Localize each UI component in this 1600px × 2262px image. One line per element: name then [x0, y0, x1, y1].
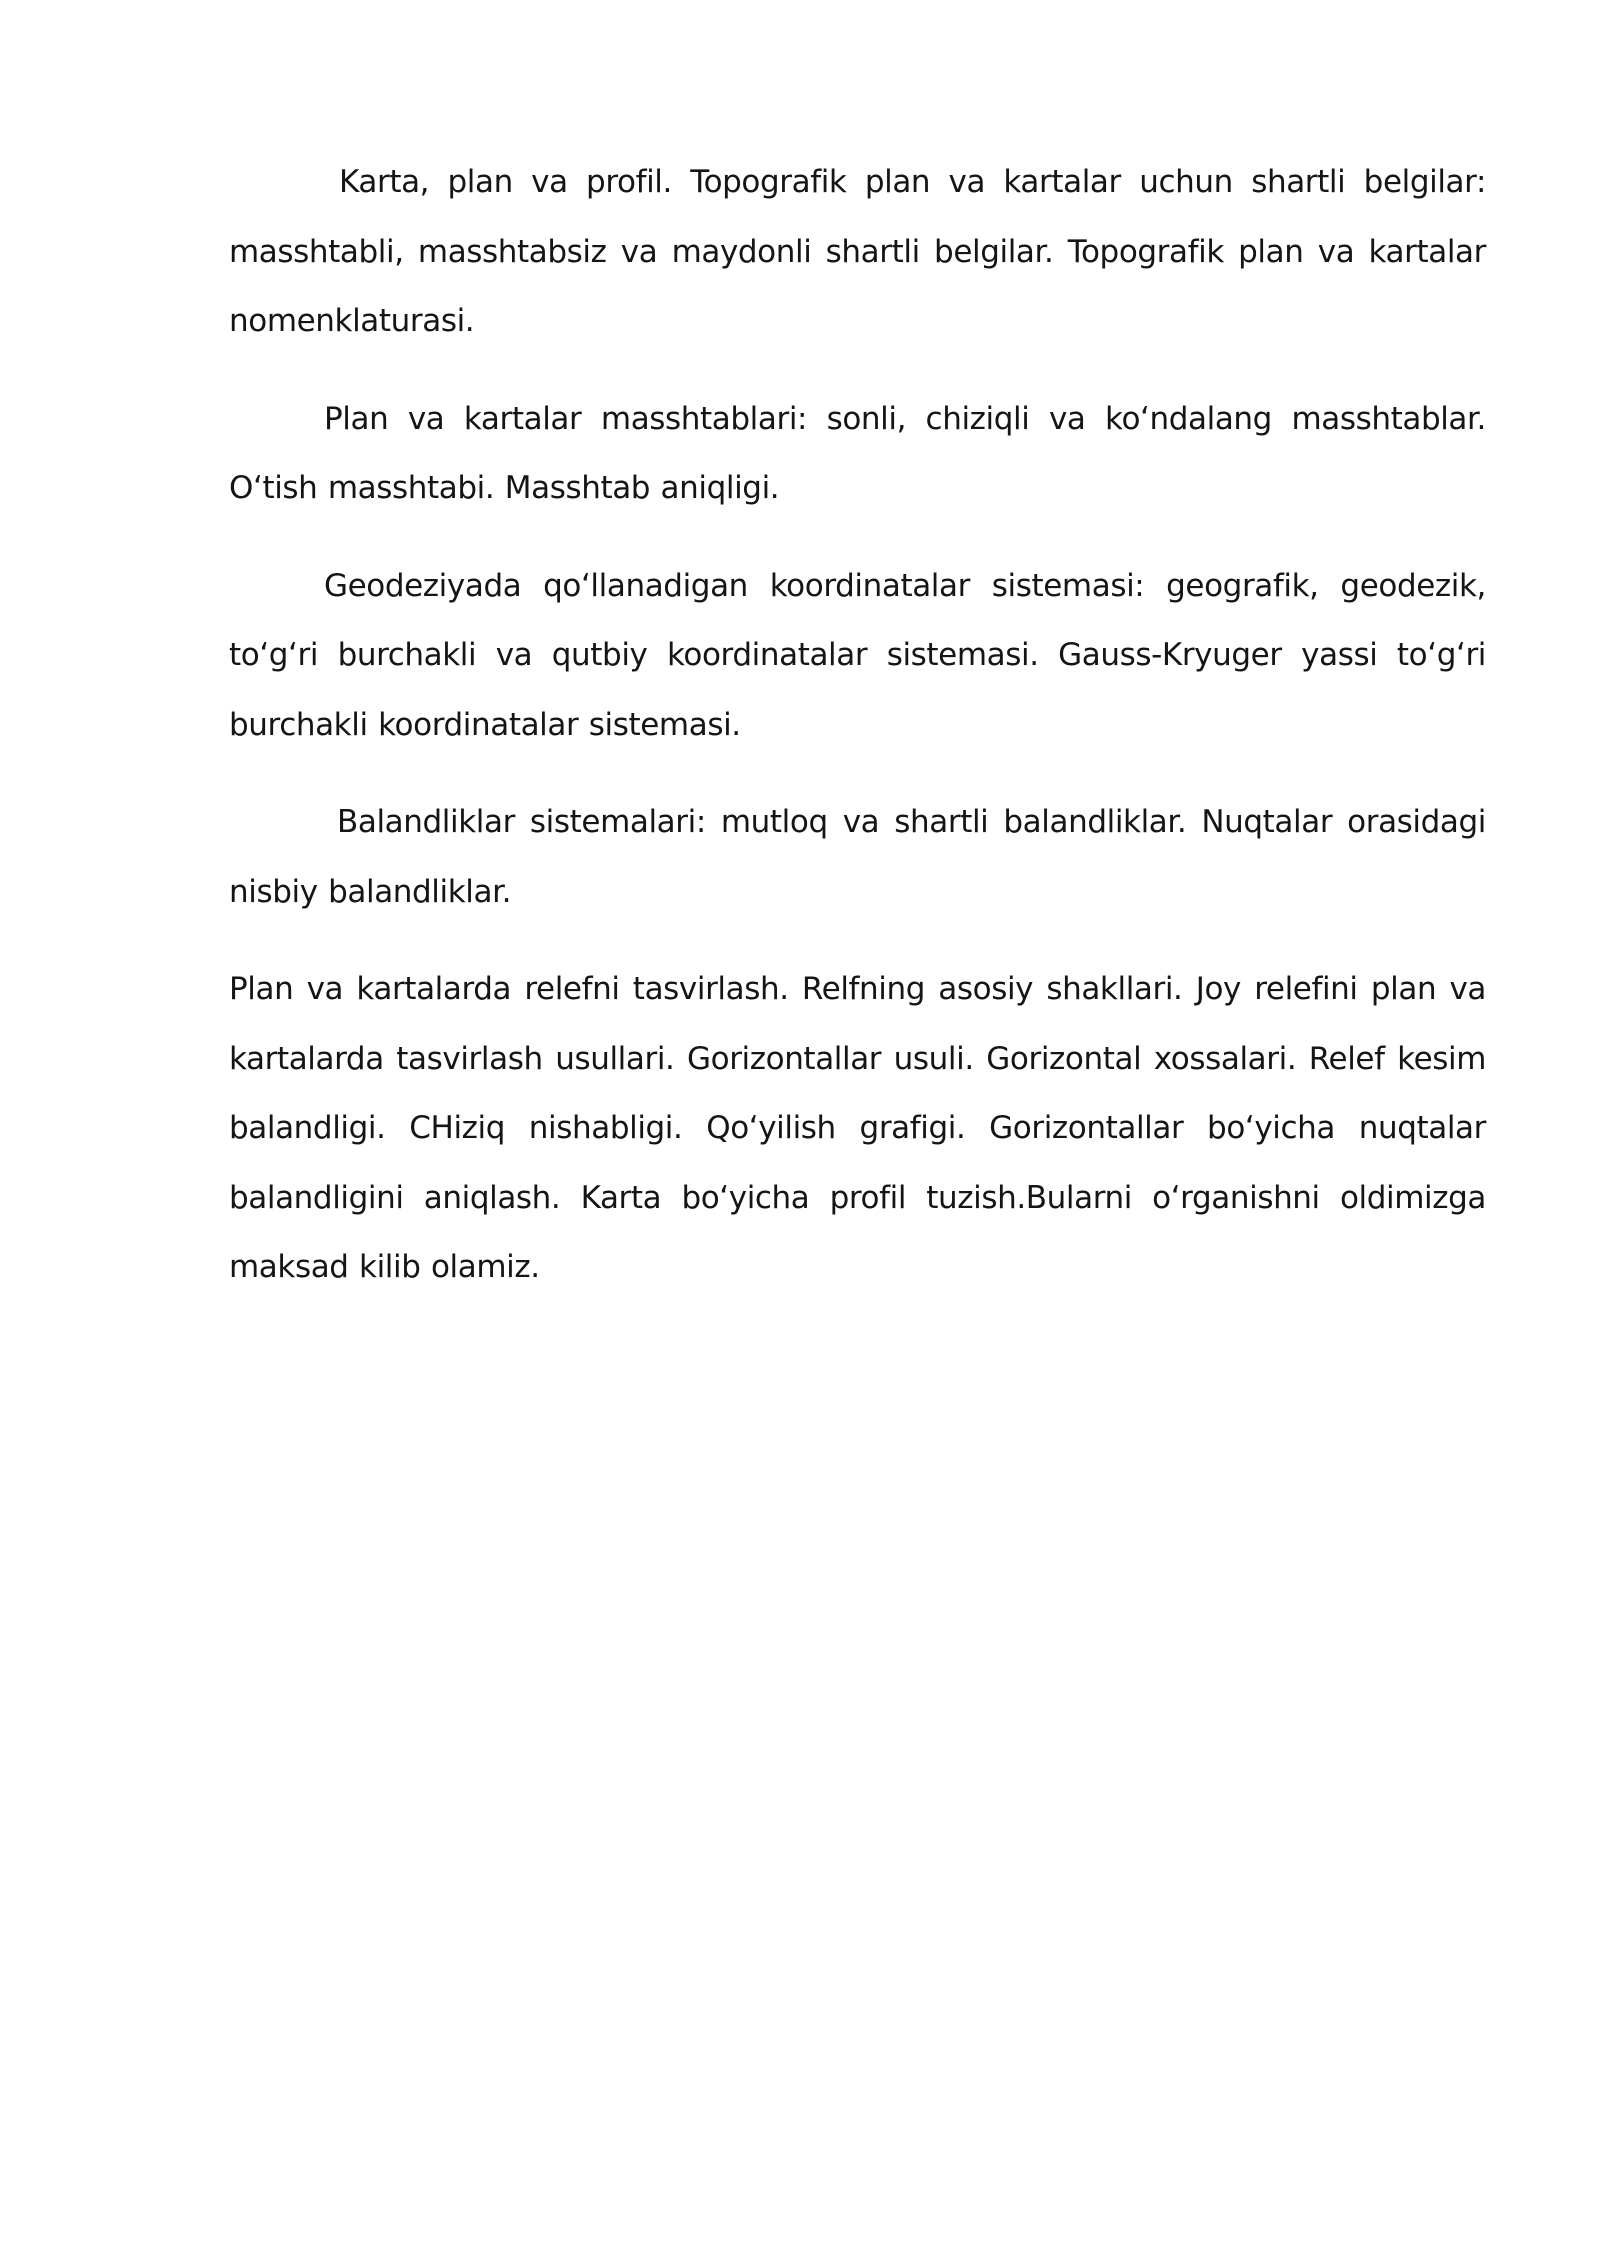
- document-page: [229, 148, 1486, 1331]
- paragraph-relief: Plan va kartalarda relefni tasvirlash. Relfning asosiy shakllari. Joy relefini plan va kartalarda tasvirlash usullari. Gorizontallar usuli. Gorizontal xossalari. Relef kesim balandligi. CHiziq nishabligi. Qo‘yilish grafigi. Gorizontallar bo‘yicha nuqtalar balandligini aniqlash. Karta bo‘yicha profil tuzish.Bularni o‘rganishni oldimizga maksad kilib olamiz.: [229, 971, 1486, 1285]
- paragraph-scales: Plan va kartalar masshtablari: sonli, chiziqli va ko‘ndalang masshtablar. O‘tish masshtabi. Masshtab aniqligi.: [229, 400, 1486, 506]
- paragraph-coordinate-systems: Geodeziyada qo‘llanadigan koordinatalar sistemasi: geografik, geodezik, to‘g‘ri burchakli va qutbiy koordinatalar sistemasi. Gauss-Kryuger yassi to‘g‘ri burchakli koordinatalar sistemasi.: [229, 567, 1486, 743]
- paragraph-map-plan-profile: Karta, plan va profil. Topografik plan va kartalar uchun shartli belgilar: masshtabli, masshtabsiz va maydonli shartli belgilar. Topografik plan va kartalar nomenklaturasi.: [229, 164, 1486, 339]
- paragraph-height-systems: Balandliklar sistemalari: mutloq va shartli balandliklar. Nuqtalar orasidagi nisbiy balandliklar.: [229, 804, 1486, 910]
